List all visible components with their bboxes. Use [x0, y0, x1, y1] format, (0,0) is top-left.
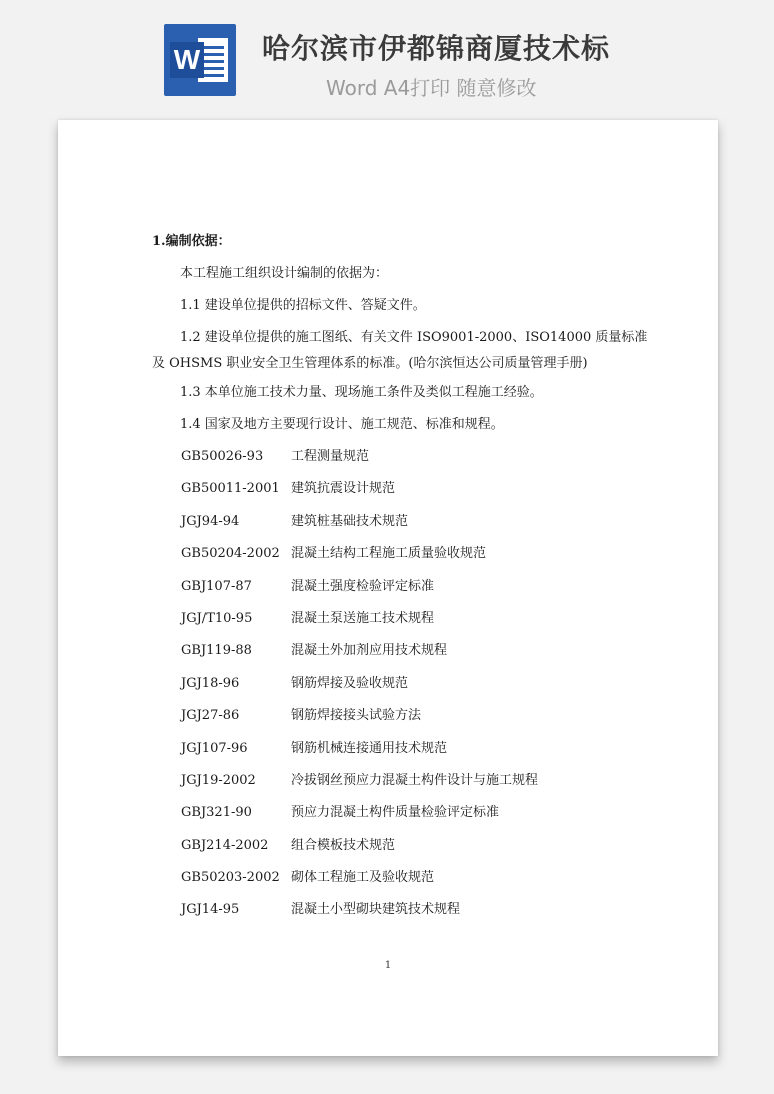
list-item: 1.4 国家及地方主要现行设计、施工规范、标准和规程。: [180, 417, 504, 432]
standard-code: GBJ119-88: [181, 643, 252, 659]
standard-name: 组合模板技术规范: [291, 837, 396, 853]
standard-code: GB50204-2002: [181, 546, 280, 562]
standard-code: GBJ321-90: [181, 805, 252, 821]
standard-name: 混凝土强度检验评定标准: [291, 578, 435, 594]
standard-name: 冷拔钢丝预应力混凝土构件设计与施工规程: [291, 772, 539, 788]
standard-name: 钢筋机械连接通用技术规范: [291, 740, 448, 756]
standard-name: 混凝土泵送施工技术规程: [291, 610, 435, 626]
standard-row: [152, 803, 652, 835]
page-number: 1: [384, 960, 392, 971]
standard-code: JGJ107-96: [181, 740, 248, 756]
section-heading: 1.编制依据：: [152, 234, 231, 249]
standard-row: [152, 609, 652, 641]
standard-row: [152, 836, 652, 868]
standard-name: 混凝土小型砌块建筑技术规程: [291, 902, 461, 918]
standard-name: 预应力混凝土构件质量检验评定标准: [291, 805, 500, 821]
standard-code: JGJ94-94: [181, 513, 240, 529]
standard-name: 建筑桩基础技术规范: [291, 513, 409, 529]
standard-name: 钢筋焊接及验收规范: [291, 675, 409, 691]
standard-name: 建筑抗震设计规范: [291, 481, 396, 497]
standard-row: [152, 900, 652, 932]
standard-row: [152, 706, 652, 738]
list-item: 1.3 本单位施工技术力量、现场施工条件及类似工程施工经验。: [180, 385, 543, 400]
standard-name: 混凝土结构工程施工质量验收规范: [291, 546, 487, 562]
standard-code: JGJ/T10-95: [181, 610, 253, 626]
word-document-icon: [164, 24, 236, 96]
page-subtitle: Word A4打印 随意修改: [326, 76, 537, 100]
standard-name: 混凝土外加剂应用技术规程: [291, 643, 448, 659]
list-item: 1.1 建设单位提供的招标文件、答疑文件。: [180, 298, 426, 313]
document-content: [152, 232, 652, 933]
list-item: 1.2 建设单位提供的施工图纸、有关文件 ISO9001-2000、ISO14000 质量标准及 OHSMS 职业安全卫生管理体系的标准。(哈尔滨恒达公司质量管理手册): [152, 330, 648, 371]
standard-name: 工程测量规范: [291, 449, 370, 464]
standards-list: [152, 447, 652, 933]
standard-row: [152, 512, 652, 544]
standard-code: GB50203-2002: [181, 870, 280, 886]
standard-row: [152, 577, 652, 609]
standard-row: [152, 447, 652, 479]
word-letter-badge: W: [170, 42, 204, 78]
standard-code: GB50011-2001: [181, 481, 280, 497]
standard-row: [152, 479, 652, 511]
standard-code: JGJ14-95: [181, 902, 240, 918]
standard-code: JGJ19-2002: [181, 772, 256, 788]
standard-row: [152, 641, 652, 673]
standard-name: 砌体工程施工及验收规范: [291, 870, 435, 886]
standard-row: [152, 771, 652, 803]
standard-code: GBJ107-87: [181, 578, 252, 594]
standard-row: [152, 868, 652, 900]
standard-row: [152, 739, 652, 771]
standard-code: JGJ27-86: [181, 708, 240, 724]
standard-code: GB50026-93: [181, 449, 264, 464]
header: [0, 0, 774, 110]
standard-row: [152, 544, 652, 576]
intro-paragraph: 本工程施工组织设计编制的依据为：: [180, 266, 389, 281]
page-title: 哈尔滨市伊都锦商厦技术标: [262, 32, 611, 65]
standard-row: [152, 674, 652, 706]
standard-name: 钢筋焊接接头试验方法: [291, 708, 422, 724]
standard-code: JGJ18-96: [181, 675, 240, 691]
standard-code: GBJ214-2002: [181, 837, 269, 853]
document-page: [58, 120, 718, 1056]
